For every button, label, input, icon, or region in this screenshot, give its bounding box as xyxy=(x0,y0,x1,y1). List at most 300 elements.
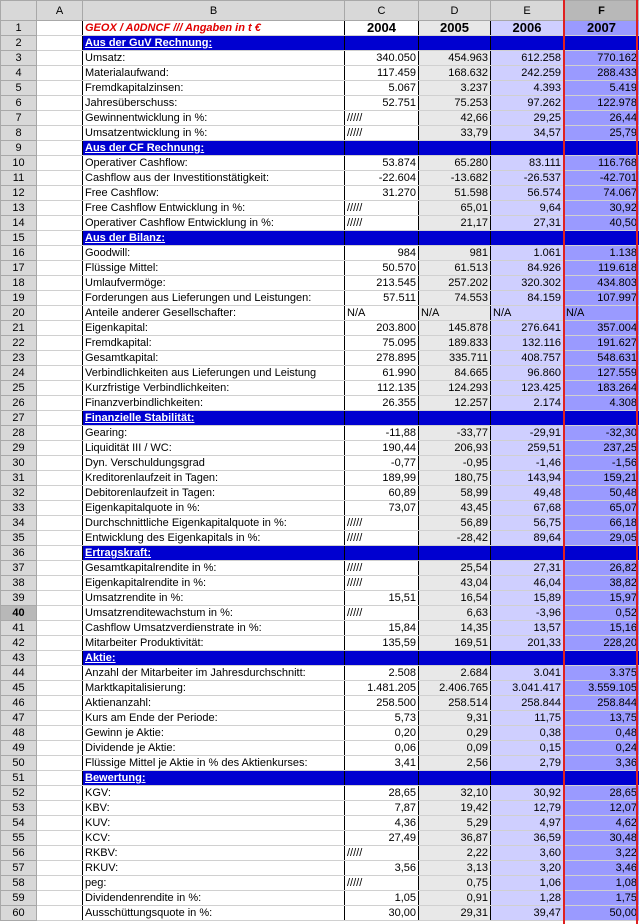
cell-a[interactable] xyxy=(37,516,83,531)
row-number[interactable]: 38 xyxy=(1,576,37,591)
cell-a[interactable] xyxy=(37,321,83,336)
cell-label[interactable]: Free Cashflow Entwicklung in %: xyxy=(83,201,345,216)
cell-2004[interactable]: 53.874 xyxy=(345,156,419,171)
row-number[interactable]: 16 xyxy=(1,246,37,261)
cell-2006[interactable]: 49,48 xyxy=(491,486,564,501)
column-header-f[interactable]: F xyxy=(564,1,639,21)
cell-a[interactable] xyxy=(37,66,83,81)
cell-2007[interactable]: 116.768 xyxy=(564,156,639,171)
cell-2006[interactable]: 9,64 xyxy=(491,201,564,216)
cell-2005[interactable]: 0,29 xyxy=(419,726,491,741)
cell-2007[interactable]: 1,08 xyxy=(564,876,639,891)
cell-label[interactable]: Aktie: xyxy=(83,651,345,666)
cell-2007[interactable]: 548.631 xyxy=(564,351,639,366)
cell-2007[interactable]: 3,46 xyxy=(564,861,639,876)
cell-label[interactable]: Aus der CF Rechnung: xyxy=(83,141,345,156)
cell-2004[interactable]: 278.895 xyxy=(345,351,419,366)
cell-2007[interactable]: 183.264 xyxy=(564,381,639,396)
cell-2005[interactable]: 169,51 xyxy=(419,636,491,651)
row-number[interactable]: 46 xyxy=(1,696,37,711)
cell-2004[interactable]: 190,44 xyxy=(345,441,419,456)
cell-2005[interactable]: 2,22 xyxy=(419,846,491,861)
cell-2005[interactable] xyxy=(419,546,491,561)
cell-2004[interactable]: 258.500 xyxy=(345,696,419,711)
cell-label[interactable]: Flüssige Mittel: xyxy=(83,261,345,276)
cell-a[interactable] xyxy=(37,276,83,291)
row-number[interactable]: 28 xyxy=(1,426,37,441)
row-number[interactable]: 31 xyxy=(1,471,37,486)
cell-2006[interactable]: 12,79 xyxy=(491,801,564,816)
cell-2006[interactable]: 84.926 xyxy=(491,261,564,276)
cell-2007[interactable]: 5.419 xyxy=(564,81,639,96)
row-number[interactable]: 41 xyxy=(1,621,37,636)
cell-2007[interactable] xyxy=(564,141,639,156)
cell-a[interactable] xyxy=(37,396,83,411)
cell-2006[interactable]: 27,31 xyxy=(491,561,564,576)
cell-2007[interactable]: 28,65 xyxy=(564,786,639,801)
cell-2004[interactable]: 57.511 xyxy=(345,291,419,306)
cell-2004[interactable]: 26.355 xyxy=(345,396,419,411)
row-number[interactable]: 8 xyxy=(1,126,37,141)
cell-2004[interactable]: ///// xyxy=(345,516,419,531)
cell-label[interactable]: Kreditorenlaufzeit in Tagen: xyxy=(83,471,345,486)
cell-a[interactable] xyxy=(37,501,83,516)
cell-2007[interactable]: 288.433 xyxy=(564,66,639,81)
row-number[interactable]: 20 xyxy=(1,306,37,321)
column-header-e[interactable]: E xyxy=(491,1,564,21)
cell-2007[interactable] xyxy=(564,231,639,246)
cell-2005[interactable]: 454.963 xyxy=(419,51,491,66)
cell-2007[interactable]: 0,48 xyxy=(564,726,639,741)
cell-label[interactable]: KGV: xyxy=(83,786,345,801)
cell-2004[interactable]: 203.800 xyxy=(345,321,419,336)
row-number[interactable]: 40 xyxy=(1,606,37,621)
cell-2006[interactable]: 1,06 xyxy=(491,876,564,891)
cell-2005[interactable]: 124.293 xyxy=(419,381,491,396)
cell-a[interactable] xyxy=(37,801,83,816)
cell-a[interactable] xyxy=(37,576,83,591)
cell-a[interactable] xyxy=(37,366,83,381)
cell-label[interactable]: Debitorenlaufzeit in Tagen: xyxy=(83,486,345,501)
cell-a[interactable] xyxy=(37,186,83,201)
cell-a[interactable] xyxy=(37,306,83,321)
cell-2006[interactable]: 132.116 xyxy=(491,336,564,351)
cell-2006[interactable]: 1,28 xyxy=(491,891,564,906)
cell-a[interactable] xyxy=(37,696,83,711)
cell-2007[interactable] xyxy=(564,771,639,786)
row-number[interactable]: 9 xyxy=(1,141,37,156)
cell-2006[interactable]: 276.641 xyxy=(491,321,564,336)
row-number[interactable]: 5 xyxy=(1,81,37,96)
cell-a[interactable] xyxy=(37,561,83,576)
cell-2004[interactable]: 50.570 xyxy=(345,261,419,276)
row-number[interactable]: 35 xyxy=(1,531,37,546)
cell-2006[interactable] xyxy=(491,36,564,51)
cell-2007[interactable]: 3,36 xyxy=(564,756,639,771)
cell-2006[interactable]: 89,64 xyxy=(491,531,564,546)
cell-2005[interactable]: 58,99 xyxy=(419,486,491,501)
cell-2006[interactable]: 27,31 xyxy=(491,216,564,231)
cell-2007[interactable]: 258.844 xyxy=(564,696,639,711)
row-number[interactable]: 6 xyxy=(1,96,37,111)
row-number[interactable]: 52 xyxy=(1,786,37,801)
cell-2006[interactable]: 123.425 xyxy=(491,381,564,396)
row-number[interactable]: 17 xyxy=(1,261,37,276)
cell-a[interactable] xyxy=(37,291,83,306)
cell-a[interactable] xyxy=(37,891,83,906)
cell-label[interactable]: Eigenkapital: xyxy=(83,321,345,336)
row-number[interactable]: 25 xyxy=(1,381,37,396)
row-number[interactable]: 45 xyxy=(1,681,37,696)
cell-label[interactable]: Eigenkapitalrendite in %: xyxy=(83,576,345,591)
cell-2005[interactable]: -0,95 xyxy=(419,456,491,471)
cell-2005[interactable]: 257.202 xyxy=(419,276,491,291)
cell-label[interactable]: Aktienanzahl: xyxy=(83,696,345,711)
row-number[interactable]: 48 xyxy=(1,726,37,741)
cell-2006[interactable]: 0,15 xyxy=(491,741,564,756)
cell-2006[interactable]: -26.537 xyxy=(491,171,564,186)
row-number[interactable]: 1 xyxy=(1,21,37,36)
cell-2004[interactable]: ///// xyxy=(345,201,419,216)
cell-2004[interactable]: -0,77 xyxy=(345,456,419,471)
cell-2006[interactable]: 96.860 xyxy=(491,366,564,381)
cell-label[interactable]: Umlaufvermöge: xyxy=(83,276,345,291)
cell-2007[interactable]: 40,50 xyxy=(564,216,639,231)
row-number[interactable]: 19 xyxy=(1,291,37,306)
cell-label[interactable]: Gewinnentwicklung in %: xyxy=(83,111,345,126)
cell-2006[interactable]: 39,47 xyxy=(491,906,564,921)
cell-2004[interactable]: 112.135 xyxy=(345,381,419,396)
cell-2007[interactable]: 26,44 xyxy=(564,111,639,126)
cell-2004[interactable]: 60,89 xyxy=(345,486,419,501)
cell-2007[interactable]: -32,30 xyxy=(564,426,639,441)
cell-2004[interactable]: 73,07 xyxy=(345,501,419,516)
cell-label[interactable]: Jahresüberschuss: xyxy=(83,96,345,111)
row-number[interactable]: 12 xyxy=(1,186,37,201)
cell-a[interactable] xyxy=(37,831,83,846)
cell-2006[interactable]: 29,25 xyxy=(491,111,564,126)
cell-2006[interactable]: 83.111 xyxy=(491,156,564,171)
cell-2006[interactable]: 46,04 xyxy=(491,576,564,591)
row-number[interactable]: 36 xyxy=(1,546,37,561)
cell-a[interactable] xyxy=(37,861,83,876)
cell-label[interactable]: RKUV: xyxy=(83,861,345,876)
row-number[interactable]: 50 xyxy=(1,756,37,771)
cell-label[interactable]: Goodwill: xyxy=(83,246,345,261)
cell-a[interactable] xyxy=(37,591,83,606)
cell-2004[interactable]: ///// xyxy=(345,111,419,126)
cell-2004[interactable]: 75.095 xyxy=(345,336,419,351)
cell-label[interactable]: Kurzfristige Verbindlichkeiten: xyxy=(83,381,345,396)
cell-2007[interactable]: 122.978 xyxy=(564,96,639,111)
cell-2006[interactable]: 56,75 xyxy=(491,516,564,531)
row-number[interactable]: 34 xyxy=(1,516,37,531)
row-number[interactable]: 21 xyxy=(1,321,37,336)
cell-label[interactable]: Eigenkapitalquote in %: xyxy=(83,501,345,516)
cell-label[interactable]: Finanzverbindlichkeiten: xyxy=(83,396,345,411)
cell-a[interactable] xyxy=(37,546,83,561)
cell-2005[interactable]: 0,09 xyxy=(419,741,491,756)
cell-2007[interactable]: 3.375 xyxy=(564,666,639,681)
cell-2006[interactable]: -29,91 xyxy=(491,426,564,441)
cell-2007[interactable]: 119.618 xyxy=(564,261,639,276)
cell-label[interactable]: Aus der GuV Rechnung: xyxy=(83,36,345,51)
cell-a[interactable] xyxy=(37,726,83,741)
cell-2007[interactable]: 50,48 xyxy=(564,486,639,501)
cell-a[interactable] xyxy=(37,351,83,366)
cell-2004[interactable]: N/A xyxy=(345,306,419,321)
cell-2004[interactable]: 61.990 xyxy=(345,366,419,381)
cell-2006[interactable]: 143,94 xyxy=(491,471,564,486)
cell-2005[interactable]: 12.257 xyxy=(419,396,491,411)
cell-2005[interactable]: 2,56 xyxy=(419,756,491,771)
cell-label[interactable]: Fremdkapitalzinsen: xyxy=(83,81,345,96)
cell-a[interactable] xyxy=(37,126,83,141)
cell-2007[interactable]: 434.803 xyxy=(564,276,639,291)
cell-2005[interactable]: 19,42 xyxy=(419,801,491,816)
cell-2007[interactable]: 237,25 xyxy=(564,441,639,456)
cell-2006[interactable]: 2,79 xyxy=(491,756,564,771)
row-number[interactable]: 60 xyxy=(1,906,37,921)
cell-2005[interactable]: 189.833 xyxy=(419,336,491,351)
cell-label[interactable]: Liquidität III / WC: xyxy=(83,441,345,456)
cell-2004[interactable]: 30,00 xyxy=(345,906,419,921)
cell-a[interactable] xyxy=(37,711,83,726)
cell-2004[interactable]: 213.545 xyxy=(345,276,419,291)
cell-a[interactable] xyxy=(37,231,83,246)
row-number[interactable]: 57 xyxy=(1,861,37,876)
cell-2005[interactable]: N/A xyxy=(419,306,491,321)
cell-2005[interactable]: 32,10 xyxy=(419,786,491,801)
cell-2005[interactable]: 0,75 xyxy=(419,876,491,891)
row-number[interactable]: 11 xyxy=(1,171,37,186)
cell-2007[interactable]: 66,18 xyxy=(564,516,639,531)
row-number[interactable]: 43 xyxy=(1,651,37,666)
cell-label[interactable]: Cashflow aus der Investitionstätigkeit: xyxy=(83,171,345,186)
cell-2006[interactable]: 34,57 xyxy=(491,126,564,141)
cell-2005[interactable]: 5,29 xyxy=(419,816,491,831)
cell-2004[interactable]: 52.751 xyxy=(345,96,419,111)
cell-label[interactable]: Gesamtkapital: xyxy=(83,351,345,366)
cell-2006[interactable]: 11,75 xyxy=(491,711,564,726)
cell-2004[interactable]: 15,84 xyxy=(345,621,419,636)
cell-2007[interactable]: 3.559.105 xyxy=(564,681,639,696)
row-number[interactable]: 24 xyxy=(1,366,37,381)
cell-2006[interactable] xyxy=(491,651,564,666)
cell-2004[interactable]: -22.604 xyxy=(345,171,419,186)
cell-2005[interactable]: 0,91 xyxy=(419,891,491,906)
cell-2005[interactable]: 14,35 xyxy=(419,621,491,636)
cell-2006[interactable]: 13,57 xyxy=(491,621,564,636)
cell-2007[interactable]: 1.138 xyxy=(564,246,639,261)
cell-label[interactable]: Gearing: xyxy=(83,426,345,441)
cell-label[interactable]: Ertragskraft: xyxy=(83,546,345,561)
cell-a[interactable] xyxy=(37,81,83,96)
cell-a[interactable] xyxy=(37,171,83,186)
cell-2004[interactable]: 5,73 xyxy=(345,711,419,726)
cell-2005[interactable] xyxy=(419,771,491,786)
row-number[interactable]: 49 xyxy=(1,741,37,756)
cell-label[interactable]: Gesamtkapitalrendite in %: xyxy=(83,561,345,576)
cell-a[interactable] xyxy=(37,741,83,756)
cell-a[interactable] xyxy=(37,51,83,66)
cell-2004[interactable]: ///// xyxy=(345,576,419,591)
cell-label[interactable]: Operativer Cashflow: xyxy=(83,156,345,171)
row-number[interactable]: 33 xyxy=(1,501,37,516)
cell-2005[interactable] xyxy=(419,411,491,426)
cell-2006[interactable]: 4,97 xyxy=(491,816,564,831)
cell-a[interactable] xyxy=(37,531,83,546)
cell-2007[interactable]: 12,07 xyxy=(564,801,639,816)
cell-2006[interactable]: 97.262 xyxy=(491,96,564,111)
cell-2004[interactable]: 28,65 xyxy=(345,786,419,801)
cell-2004[interactable]: ///// xyxy=(345,876,419,891)
cell-2004[interactable] xyxy=(345,771,419,786)
cell-2005[interactable]: 2005 xyxy=(419,21,491,36)
cell-2004[interactable]: 0,06 xyxy=(345,741,419,756)
cell-label[interactable]: Free Cashflow: xyxy=(83,186,345,201)
cell-2005[interactable]: -13.682 xyxy=(419,171,491,186)
cell-2005[interactable]: 65.280 xyxy=(419,156,491,171)
cell-2005[interactable]: 25,54 xyxy=(419,561,491,576)
cell-2007[interactable]: 3,22 xyxy=(564,846,639,861)
cell-a[interactable] xyxy=(37,906,83,921)
cell-2005[interactable]: 2.684 xyxy=(419,666,491,681)
cell-a[interactable] xyxy=(37,486,83,501)
cell-2005[interactable]: 206,93 xyxy=(419,441,491,456)
cell-a[interactable] xyxy=(37,411,83,426)
cell-2005[interactable]: 258.514 xyxy=(419,696,491,711)
row-number[interactable]: 15 xyxy=(1,231,37,246)
cell-2006[interactable]: 242.259 xyxy=(491,66,564,81)
cell-2005[interactable]: 3,13 xyxy=(419,861,491,876)
cell-2006[interactable]: 612.258 xyxy=(491,51,564,66)
cell-a[interactable] xyxy=(37,771,83,786)
cell-2004[interactable] xyxy=(345,231,419,246)
cell-2006[interactable]: 3.041 xyxy=(491,666,564,681)
cell-2004[interactable] xyxy=(345,36,419,51)
cell-2005[interactable]: 84.665 xyxy=(419,366,491,381)
cell-2007[interactable]: 4.308 xyxy=(564,396,639,411)
cell-2007[interactable]: 50,00 xyxy=(564,906,639,921)
cell-label[interactable]: Umsatz: xyxy=(83,51,345,66)
cell-2005[interactable]: 43,45 xyxy=(419,501,491,516)
cell-label[interactable]: Anteile anderer Gesellschafter: xyxy=(83,306,345,321)
cell-a[interactable] xyxy=(37,426,83,441)
cell-2006[interactable]: 2006 xyxy=(491,21,564,36)
cell-2006[interactable] xyxy=(491,771,564,786)
cell-2004[interactable]: 31.270 xyxy=(345,186,419,201)
cell-label[interactable]: Operativer Cashflow Entwicklung in %: xyxy=(83,216,345,231)
cell-2006[interactable]: 84.159 xyxy=(491,291,564,306)
cell-2004[interactable]: 117.459 xyxy=(345,66,419,81)
cell-a[interactable] xyxy=(37,456,83,471)
cell-a[interactable] xyxy=(37,261,83,276)
cell-label[interactable]: Bewertung: xyxy=(83,771,345,786)
row-number[interactable]: 58 xyxy=(1,876,37,891)
cell-2005[interactable]: 56,89 xyxy=(419,516,491,531)
cell-2006[interactable]: 4.393 xyxy=(491,81,564,96)
cell-label[interactable]: Dividendenrendite in %: xyxy=(83,891,345,906)
row-number[interactable]: 18 xyxy=(1,276,37,291)
cell-2004[interactable]: 0,20 xyxy=(345,726,419,741)
cell-2007[interactable]: 15,16 xyxy=(564,621,639,636)
cell-2007[interactable]: 1,75 xyxy=(564,891,639,906)
cell-2006[interactable]: 258.844 xyxy=(491,696,564,711)
cell-label[interactable]: Umsatzrendite in %: xyxy=(83,591,345,606)
cell-a[interactable] xyxy=(37,636,83,651)
cell-label[interactable]: Dividende je Aktie: xyxy=(83,741,345,756)
row-number[interactable]: 30 xyxy=(1,456,37,471)
row-number[interactable]: 7 xyxy=(1,111,37,126)
cell-a[interactable] xyxy=(37,876,83,891)
cell-label[interactable]: Umsatzrenditewachstum in %: xyxy=(83,606,345,621)
cell-2007[interactable]: 30,92 xyxy=(564,201,639,216)
cell-a[interactable] xyxy=(37,96,83,111)
row-number[interactable]: 29 xyxy=(1,441,37,456)
cell-2004[interactable] xyxy=(345,141,419,156)
cell-a[interactable] xyxy=(37,156,83,171)
cell-2005[interactable] xyxy=(419,36,491,51)
cell-2007[interactable]: N/A xyxy=(564,306,639,321)
cell-2004[interactable]: 3,41 xyxy=(345,756,419,771)
cell-a[interactable] xyxy=(37,201,83,216)
cell-a[interactable] xyxy=(37,606,83,621)
cell-2007[interactable]: 228,20 xyxy=(564,636,639,651)
cell-2005[interactable] xyxy=(419,231,491,246)
cell-2006[interactable]: 1.061 xyxy=(491,246,564,261)
cell-a[interactable] xyxy=(37,666,83,681)
cell-2004[interactable]: 135,59 xyxy=(345,636,419,651)
cell-2007[interactable] xyxy=(564,546,639,561)
cell-2007[interactable]: 26,82 xyxy=(564,561,639,576)
cell-2004[interactable]: 340.050 xyxy=(345,51,419,66)
row-number[interactable]: 10 xyxy=(1,156,37,171)
cell-2005[interactable]: 3.237 xyxy=(419,81,491,96)
cell-2006[interactable]: 320.302 xyxy=(491,276,564,291)
cell-2005[interactable]: 51.598 xyxy=(419,186,491,201)
cell-2004[interactable]: 2.508 xyxy=(345,666,419,681)
cell-2004[interactable]: 15,51 xyxy=(345,591,419,606)
row-number[interactable]: 26 xyxy=(1,396,37,411)
cell-label[interactable]: KBV: xyxy=(83,801,345,816)
cell-2005[interactable]: 36,87 xyxy=(419,831,491,846)
column-header-d[interactable]: D xyxy=(419,1,491,21)
cell-a[interactable] xyxy=(37,846,83,861)
row-number[interactable]: 13 xyxy=(1,201,37,216)
cell-2007[interactable]: 15,97 xyxy=(564,591,639,606)
cell-label[interactable]: Durchschnittliche Eigenkapitalquote in %: xyxy=(83,516,345,531)
cell-2004[interactable] xyxy=(345,651,419,666)
cell-2005[interactable]: 168.632 xyxy=(419,66,491,81)
select-all-corner[interactable] xyxy=(1,1,37,21)
cell-2004[interactable]: ///// xyxy=(345,606,419,621)
cell-2004[interactable]: 27,49 xyxy=(345,831,419,846)
cell-2006[interactable]: 408.757 xyxy=(491,351,564,366)
cell-2006[interactable]: 201,33 xyxy=(491,636,564,651)
column-header-a[interactable]: A xyxy=(37,1,83,21)
cell-a[interactable] xyxy=(37,681,83,696)
cell-2007[interactable]: 2007 xyxy=(564,21,639,36)
cell-label[interactable]: Mitarbeiter Produktivität: xyxy=(83,636,345,651)
cell-2007[interactable] xyxy=(564,411,639,426)
cell-label[interactable]: KUV: xyxy=(83,816,345,831)
cell-2005[interactable] xyxy=(419,141,491,156)
cell-2006[interactable]: 259,51 xyxy=(491,441,564,456)
cell-2006[interactable] xyxy=(491,141,564,156)
cell-2004[interactable]: 2004 xyxy=(345,21,419,36)
cell-label[interactable]: Gewinn je Aktie: xyxy=(83,726,345,741)
